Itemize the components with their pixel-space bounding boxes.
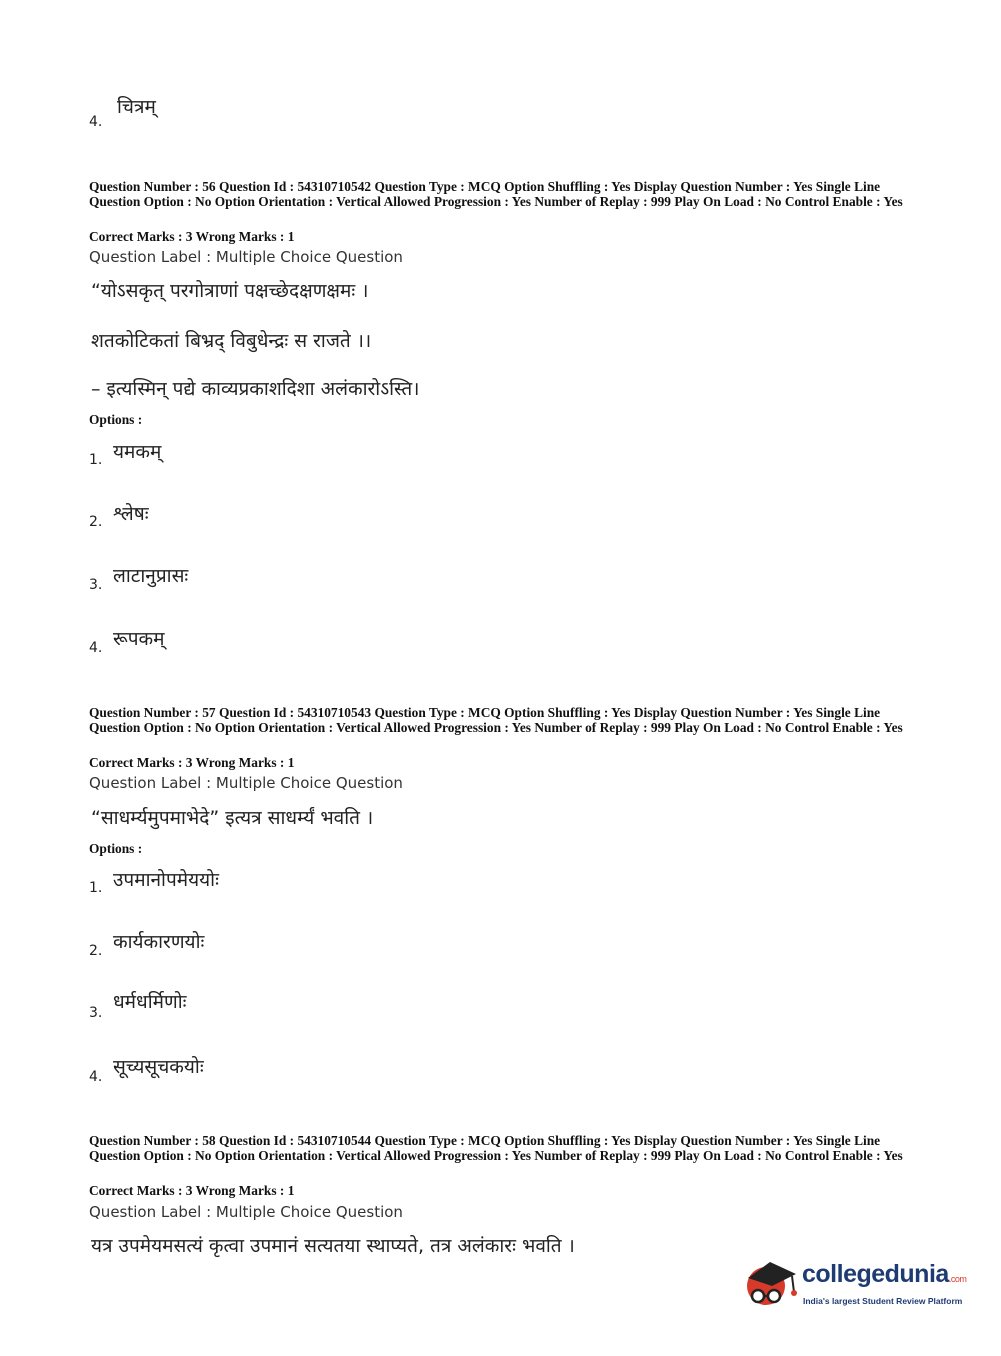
- option-number: 2.: [89, 514, 103, 530]
- option-number: 4.: [89, 640, 103, 656]
- question-56-marks: Correct Marks : 3 Wrong Marks : 1: [89, 229, 295, 244]
- option-number: 3.: [89, 577, 103, 593]
- option-number: 1.: [89, 880, 103, 896]
- question-56-label: Question Label : Multiple Choice Question: [89, 248, 403, 266]
- question-57-meta: Question Number : 57 Question Id : 54310710543 Question Type : MCQ Option Shuffling : Yes Display Question Number : Yes Single Line Question Option : No Option Orientation : Vertical Allowed Progression : Yes Number of Replay : 999 Play On Load : No Control Enable : Yes: [89, 705, 903, 735]
- options-label: Options :: [89, 412, 143, 427]
- question-58-label: Question Label : Multiple Choice Question: [89, 1203, 403, 1221]
- logo-name: collegedunia: [802, 1260, 949, 1288]
- logo-tagline: India's largest Student Review Platform: [803, 1296, 963, 1306]
- question-56-text-line-3: – इत्यस्मिन् पद्ये काव्यप्रकाशदिशा अलंकारोऽस्ति।: [91, 378, 420, 400]
- option-text[interactable]: उपमानोपमेययोः: [113, 869, 219, 891]
- option-number: 1.: [89, 452, 103, 468]
- option-number: 4.: [89, 114, 103, 130]
- option-text[interactable]: यमकम्: [113, 441, 162, 463]
- option-number: 3.: [89, 1005, 103, 1021]
- logo-suffix: .com: [948, 1274, 967, 1284]
- collegedunia-logo[interactable]: [740, 1252, 970, 1316]
- question-56-text-line-1: “योऽसकृत् परगोत्राणां पक्षच्छेदक्षणक्षमः ।: [91, 280, 369, 302]
- student-mascot-icon: [740, 1252, 800, 1312]
- option-text[interactable]: कार्यकारणयोः: [113, 931, 205, 953]
- option-text[interactable]: चित्रम्: [117, 96, 156, 118]
- option-text[interactable]: रूपकम्: [113, 628, 165, 650]
- option-text[interactable]: सूच्यसूचकयोः: [113, 1056, 204, 1078]
- option-text[interactable]: श्लेषः: [113, 503, 149, 525]
- option-number: 4.: [89, 1069, 103, 1085]
- option-text[interactable]: धर्मधर्मिणोः: [113, 991, 187, 1013]
- question-56-meta: Question Number : 56 Question Id : 54310710542 Question Type : MCQ Option Shuffling : Yes Display Question Number : Yes Single Line Question Option : No Option Orientation : Vertical Allowed Progression : Yes Number of Replay : 999 Play On Load : No Control Enable : Yes: [89, 179, 903, 209]
- option-number: 2.: [89, 943, 103, 959]
- option-text[interactable]: लाटानुप्रासः: [113, 565, 189, 587]
- options-label: Options :: [89, 841, 143, 856]
- question-57-marks: Correct Marks : 3 Wrong Marks : 1: [89, 755, 295, 770]
- question-56-text-line-2: शतकोटिकतां बिभ्रद् विबुधेन्द्रः स राजते ।।: [91, 330, 372, 352]
- question-57-text-line-1: “साधर्म्यमुपमाभेदे” इत्यत्र साधर्म्यं भवति ।: [91, 807, 374, 829]
- question-57-label: Question Label : Multiple Choice Question: [89, 774, 403, 792]
- question-58-marks: Correct Marks : 3 Wrong Marks : 1: [89, 1183, 295, 1198]
- question-58-text-line-1: यत्र उपमेयमसत्यं कृत्वा उपमानं सत्यतया स्थाप्यते, तत्र अलंकारः भवति ।: [91, 1235, 575, 1257]
- question-58-meta: Question Number : 58 Question Id : 54310710544 Question Type : MCQ Option Shuffling : Yes Display Question Number : Yes Single Line Question Option : No Option Orientation : Vertical Allowed Progression : Yes Number of Replay : 999 Play On Load : No Control Enable : Yes: [89, 1133, 903, 1163]
